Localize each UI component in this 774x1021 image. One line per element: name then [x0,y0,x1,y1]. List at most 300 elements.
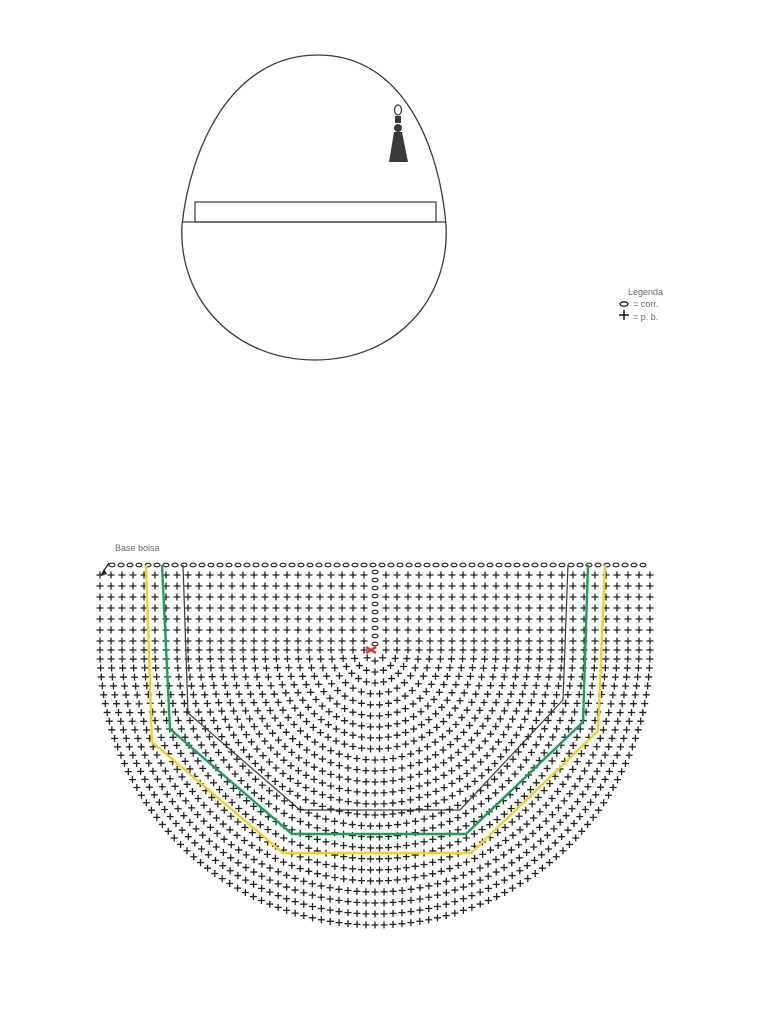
stitch-cross [262,616,269,623]
stitch-cross [425,905,432,912]
stitch-cross [632,691,639,698]
stitch-cross [470,805,477,812]
stitch-cross [327,783,334,790]
stitch-cross [309,892,316,899]
stitch-cross [123,735,130,742]
stitch-cross [383,605,390,612]
stitch-cross [294,792,301,799]
stitch-cross [152,638,159,645]
stitch-cross [206,838,213,845]
stitch-cross [319,791,326,798]
stitch-cross [295,647,302,654]
stitch-cross [119,616,126,623]
stitch-cross [591,655,598,662]
stitch-cross [241,837,248,844]
stitch-cross [420,872,427,879]
stitch-cross [207,664,214,671]
stitch-cross [376,690,383,697]
stitch-cross [570,616,577,623]
stitch-cross [515,616,522,623]
stitch-cross [454,735,461,742]
stitch-cross [501,811,508,818]
stitch-cross [129,718,136,725]
stitch-cross [564,773,571,780]
stitch-cross [438,647,445,654]
stitch-cross [438,594,445,601]
stitch-cross [336,908,343,915]
stitch-cross [516,854,523,861]
stitch-cross [339,627,346,634]
stitch-cross [194,811,201,818]
stitch-cross [335,897,342,904]
stitch-cross [219,664,226,671]
stitch-cross [292,910,299,917]
stitch-cross [134,735,141,742]
stitch-cross [345,798,352,805]
stitch-cross [267,744,274,751]
stitch-cross [97,583,104,590]
stitch-cross [195,795,202,802]
stitch-cross [350,583,357,590]
stitch-cross [402,717,409,724]
stitch-cross [635,726,642,733]
stitch-cross [297,818,304,825]
stitch-cross [300,912,307,919]
stitch-cross [152,647,159,654]
stitch-cross [266,877,273,884]
stitch-cross [234,832,241,839]
stitch-cross [159,821,166,828]
stitch-cross [349,854,356,861]
stitch-cross [273,583,280,590]
stitch-cross [145,760,152,767]
stitch-cross [280,757,287,764]
stitch-cross [617,743,624,750]
stitch-cross [306,647,313,654]
stitch-cross [196,665,203,672]
stitch-cross [626,752,633,759]
stitch-cross [164,791,171,798]
stitch-chain [478,563,484,567]
stitch-cross [497,715,504,722]
stitch-cross [339,594,346,601]
stitch-cross [385,688,392,695]
stitch-cross [319,743,326,750]
stitch-cross [485,897,492,904]
stitch-cross [602,752,609,759]
stitch-cross [476,744,483,751]
stitch-cross [295,655,302,662]
stitch-cross [343,663,350,670]
stitch-cross [372,790,379,797]
stitch-cross [545,742,552,749]
stitch-cross [309,914,316,921]
stitch-cross [152,594,159,601]
stitch-cross [318,916,325,923]
stitch-cross [448,754,455,761]
stitch-cross [173,820,180,827]
stitch-cross [174,594,181,601]
stitch-cross [354,777,361,784]
stitch-cross [97,627,104,634]
stitch-chain [352,563,358,567]
stitch-cross [247,691,254,698]
stitch-cross [436,689,443,696]
stitch-cross [264,826,271,833]
stitch-cross [647,583,654,590]
stitch-cross [584,821,591,828]
stitch-cross [229,594,236,601]
stitch-cross [449,594,456,601]
stitch-cross [245,769,252,776]
stitch-cross [124,700,131,707]
stitch-cross [603,638,610,645]
stitch-cross [273,605,280,612]
stitch-cross [174,572,181,579]
stitch-cross [190,725,197,732]
stitch-cross [526,594,533,601]
stitch-cross [314,870,321,877]
stitch-cross [195,709,202,716]
stitch-cross [349,720,356,727]
stitch-cross [570,742,577,749]
stitch-cross [394,732,401,739]
stitch-cross [372,911,379,918]
stitch-cross [613,665,620,672]
stitch-cross [394,594,401,601]
stitch-cross [367,734,374,741]
stitch-chain [415,563,421,567]
stitch-cross [470,655,477,662]
stitch-cross [224,691,231,698]
stitch-cross [174,665,181,672]
stitch-cross [479,851,486,858]
stitch-chain [307,563,313,567]
stitch-chain [523,563,529,567]
stitch-chain [199,563,205,567]
stitch-cross [429,870,436,877]
stitch-cross [240,746,247,753]
stitch-cross [97,605,104,612]
stitch-cross [262,594,269,601]
stitch-cross [383,616,390,623]
stitch-cross [493,647,500,654]
stitch-cross [325,721,332,728]
stitch-cross [104,709,111,716]
stitch-cross [358,877,365,884]
stitch-cross [333,713,340,720]
stitch-cross [394,821,401,828]
stitch-cross [167,813,174,820]
stitch-cross [482,594,489,601]
stitch-cross [350,685,357,692]
stitch-cross [177,790,184,797]
stitch-cross [495,738,502,745]
stitch-cross [449,583,456,590]
stitch-cross [570,820,577,827]
stitch-cross [536,808,543,815]
stitch-cross [403,875,410,882]
stitch-cross [612,674,619,681]
stitch-cross [624,656,631,663]
stitch-cross [175,805,182,812]
stitch-cross [358,711,365,718]
stitch-cross [97,616,104,623]
stitch-cross [300,901,307,908]
stitch-cross [296,741,303,748]
stitch-cross [537,572,544,579]
stitch-cross [605,792,612,799]
legend-label-chain: = corr. [633,299,659,309]
stitch-cross [460,583,467,590]
stitch-cross [570,572,577,579]
stitch-cross [509,832,516,839]
stitch-cross [306,627,313,634]
stitch-cross [238,724,245,731]
stitch-cross [405,583,412,590]
stitch-cross [528,749,535,756]
stitch-cross [319,803,326,810]
stitch-cross [471,605,478,612]
stitch-cross [267,865,274,872]
stitch-cross [408,897,415,904]
chart-title: Base bolsa [115,543,160,553]
stitch-cross [354,921,361,928]
stitch-cross [331,840,338,847]
stitch-cross [390,899,397,906]
stitch-cross [350,605,357,612]
stitch-cross [463,835,470,842]
stitch-cross [262,638,269,645]
stitch-cross [438,821,445,828]
stitch-cross [609,691,616,698]
stitch-cross [380,921,387,928]
stitch-cross [383,572,390,579]
stitch-cross [478,800,485,807]
stitch-cross [376,734,383,741]
stitch-cross [130,665,137,672]
stitch-cross [279,707,286,714]
stitch-cross [509,872,516,879]
legend-label-cross: = p. b. [633,311,659,322]
stitch-cross [485,766,492,773]
stitch-cross [570,627,577,634]
stitch-cross [152,572,159,579]
stitch-cross [328,638,335,645]
stitch-cross [522,836,529,843]
stitch-cross [207,583,214,590]
stitch-cross [636,647,643,654]
stitch-cross [424,743,431,750]
stitch-cross [207,627,214,634]
stitch-cross [434,903,441,910]
stitch-cross [610,784,617,791]
stitch-cross [589,776,596,783]
stitch-cross [461,689,468,696]
stitch-cross [407,808,414,815]
stitch-cross [140,718,147,725]
stitch-cross [410,700,417,707]
stitch-cross [451,898,458,905]
stitch-cross [250,869,257,876]
stitch-cross [242,889,249,896]
stitch-cross [273,638,280,645]
stitch-cross [363,921,370,928]
stitch-cross [600,726,607,733]
stitch-cross [526,638,533,645]
stitch-cross [385,822,392,829]
stitch-cross [462,743,469,750]
stitch-cross [449,792,456,799]
stitch-cross [119,594,126,601]
stitch-cross [471,855,478,862]
stitch-cross [171,834,178,841]
stitch-cross [524,862,531,869]
stitch-cross [427,594,434,601]
stitch-cross [398,776,405,783]
stitch-cross [342,679,349,686]
stitch-cross [460,572,467,579]
stitch-cross [235,691,242,698]
stitch-cross [548,594,555,601]
stitch-cross [322,838,329,845]
stitch-cross [559,781,566,788]
stitch-cross [258,795,265,802]
stitch-cross [283,884,290,891]
stitch-cross [526,572,533,579]
stitch-cross [174,627,181,634]
stitch-cross [367,822,374,829]
stitch-cross [319,768,326,775]
stitch-cross [372,757,379,764]
stitch-cross [323,673,330,680]
stitch-cross [218,616,225,623]
stitch-cross [273,805,280,812]
stitch-cross [138,743,145,750]
stitch-cross [405,572,412,579]
stitch-cross [372,680,379,687]
stitch-cross [605,743,612,750]
stitch-cross [412,863,419,870]
stitch-cross [248,738,255,745]
stitch-cross [603,718,610,725]
stitch-cross [424,779,431,786]
stitch-cross [328,605,335,612]
stitch-cross [344,753,351,760]
stitch-cross [432,739,439,746]
stitch-cross [287,697,294,704]
stitch-cross [500,731,507,738]
stitch-chain [372,618,378,622]
stitch-cross [262,572,269,579]
stitch-chain [460,563,466,567]
stitch-cross [363,678,370,685]
stitch-cross [446,842,453,849]
stitch-cross [306,616,313,623]
stitch-cross [480,665,487,672]
stitch-cross [307,689,314,696]
stitch-cross [367,866,374,873]
stitch-cross [394,647,401,654]
start-arrow-icon [100,563,109,576]
stitch-cross [169,798,176,805]
stitch-cross [257,821,264,828]
stitch-cross [614,647,621,654]
stitch-cross [614,616,621,623]
stitch-cross [367,712,374,719]
stitch-chain [370,563,376,567]
stitch-cross [515,841,522,848]
stitch-cross [275,892,282,899]
stitch-cross [491,760,498,767]
stitch-cross [574,700,581,707]
stitch-cross [98,673,105,680]
stitch-cross [499,682,506,689]
stitch-cross [438,605,445,612]
stitch-cross [266,901,273,908]
stitch-cross [644,682,651,689]
stitch-cross [498,769,505,776]
stitch-cross [381,888,388,895]
stitch-cross [284,605,291,612]
stitch-cross [415,680,422,687]
stitch-cross [213,843,220,850]
stitch-cross [310,800,317,807]
stitch-cross [345,764,352,771]
stitch-cross [592,647,599,654]
stitch-cross [158,700,165,707]
stitch-cross [265,772,272,779]
stitch-cross [526,616,533,623]
stitch-cross [455,749,462,756]
stitch-cross [516,813,523,820]
stitch-chain [244,563,250,567]
stitch-cross [299,697,306,704]
stitch-cross [234,885,241,892]
stitch-cross [571,709,578,716]
stitch-cross [635,665,642,672]
stitch-cross [432,764,439,771]
stitch-cross [435,664,442,671]
stitch-cross [578,750,585,757]
stitch-cross [251,627,258,634]
stitch-chain [298,563,304,567]
stitch-cross [354,788,361,795]
stitch-cross [258,897,265,904]
stitch-cross [306,572,313,579]
stitch-cross [196,605,203,612]
stitch-cross [385,745,392,752]
stitch-cross [438,572,445,579]
stitch-cross [530,815,537,822]
stitch-cross [328,627,335,634]
stitch-cross [156,691,163,698]
stitch-cross [405,638,412,645]
stitch-cross [297,853,304,860]
stitch-cross [493,627,500,634]
stitch-cross [503,746,510,753]
stitch-cross [185,605,192,612]
stitch-cross [367,877,374,884]
stitch-cross [186,674,193,681]
stitch-cross [358,688,365,695]
legend-title: Legenda [628,287,664,297]
stitch-cross [474,730,481,737]
stitch-cross [392,655,399,662]
stitch-cross [425,894,432,901]
stitch-cross [353,910,360,917]
stitch-cross [568,673,575,680]
